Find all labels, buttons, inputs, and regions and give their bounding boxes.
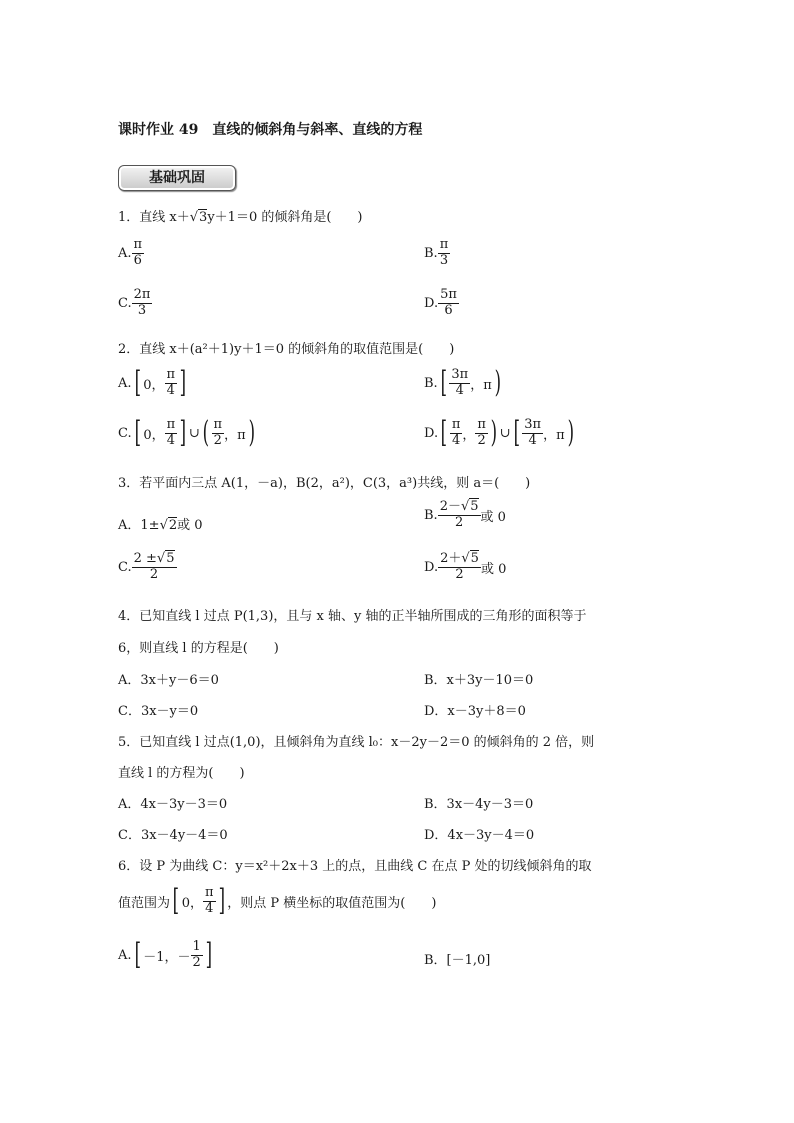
question-5-stem-line1: 5．已知直线 l 过点(1,0)，且倾斜角为直线 l₀：x－2y－2＝0 的倾斜角的 2 倍，则	[118, 735, 595, 750]
union-symbol: ∪	[499, 425, 511, 441]
fraction-den: 2	[213, 432, 222, 448]
sqrt-radicand: 5	[166, 551, 175, 566]
q5-option-b: B．3x－4y－3＝0	[424, 797, 534, 812]
q1-option-b	[424, 238, 450, 269]
question-6-stem-line1: 6．设 P 为曲线 C：y＝x²＋2x＋3 上的点，且曲线 C 在点 P 处的切线倾斜角的取	[118, 859, 592, 874]
option-label: A.	[118, 375, 132, 391]
option-text: 1±	[140, 518, 160, 533]
bracket: ]	[179, 365, 187, 401]
option-text: 或 0	[480, 561, 507, 577]
fraction-num: 3π	[451, 367, 469, 382]
bracket: )	[248, 415, 255, 451]
q2-option-d: D.[ $\frac{\pi}{4}$ ， $\frac{\pi}{2}$ ) ∪[ $\frac{3\pi}{4}$ ，π)	[424, 415, 574, 451]
fraction-den: 2	[192, 954, 201, 970]
stem-text: ，则点 P 横坐标的取值范围为( )	[227, 895, 437, 911]
q2-option-c	[118, 415, 257, 451]
fraction-den: 2	[454, 514, 464, 530]
fraction-num: 1	[192, 939, 201, 954]
fraction-num: 2π	[133, 287, 151, 302]
section-badge: 基础巩固	[118, 165, 236, 191]
interval-start: 0，	[143, 427, 165, 443]
fraction-num: 2＋	[440, 551, 462, 566]
question-2-stem: 2．直线 x＋(a²＋1)y＋1＝0 的倾斜角的取值范围是( )	[118, 342, 455, 357]
q4-option-c: C．3x－y＝0	[118, 704, 199, 719]
fraction-den: 4	[455, 382, 464, 398]
bracket: )	[567, 415, 574, 451]
interval-end: ，π	[224, 427, 246, 443]
fraction-den: 2	[149, 566, 159, 582]
q5-option-d: D．4x－3y－4＝0	[424, 828, 535, 843]
question-4-stem-line2: 6，则直线 l 的方程是( )	[118, 641, 279, 656]
fraction-num: π	[439, 237, 449, 252]
fraction-den: 6	[444, 302, 453, 318]
interval-start: 0，	[143, 377, 165, 393]
option-label: D.	[424, 559, 439, 575]
sqrt-radicand: 5	[470, 499, 479, 514]
q1-option-a	[118, 238, 144, 269]
fraction-num: 3π	[524, 417, 542, 432]
q2-option-b	[424, 365, 504, 401]
fraction-num: 5π	[440, 287, 457, 302]
q1-option-c	[118, 288, 152, 319]
fraction-den: 2	[455, 566, 464, 582]
q5-option-c: C．3x－4y－4＝0	[118, 828, 228, 843]
option-label: D.	[424, 425, 439, 441]
fraction-num: π	[477, 417, 486, 432]
fraction-num: π	[166, 417, 176, 432]
fraction-num: π	[166, 367, 176, 382]
q1-option-d	[424, 288, 459, 319]
bracket: ]	[218, 883, 225, 919]
bracket: [	[134, 415, 141, 451]
bracket: ]	[205, 937, 212, 973]
q3-option-c: C. $\frac{2 \pm√5}{2}$	[118, 551, 175, 582]
option-label: B.	[424, 245, 438, 261]
q4-option-a: A．3x＋y－6＝0	[118, 673, 219, 688]
option-label: C.	[118, 295, 132, 311]
fraction-num: π	[213, 417, 223, 432]
sqrt-radicand: 5	[470, 551, 479, 566]
option-label: A.	[118, 947, 132, 963]
fraction-den: 4	[451, 432, 461, 448]
bracket: )	[490, 415, 498, 451]
fraction-den: 4	[528, 432, 537, 448]
union-symbol: ∪	[188, 425, 200, 441]
q3-option-a: A．1±√2或 0	[118, 518, 203, 533]
fraction-den: 3	[137, 302, 147, 318]
option-text: 或 0	[480, 509, 506, 525]
fraction-den: 3	[439, 252, 449, 268]
fraction-den: 6	[133, 252, 142, 268]
sqrt-radicand: 2	[168, 518, 178, 533]
fraction-num: 2－	[439, 499, 461, 514]
fraction-den: 4	[166, 382, 175, 398]
option-text: 或 0	[177, 518, 203, 533]
fraction-den: 4	[205, 900, 214, 916]
bracket: [	[134, 937, 141, 973]
interval-start: －1，－	[143, 949, 191, 965]
option-label: B.	[424, 507, 438, 523]
q2-option-a	[118, 365, 189, 401]
bracket: [	[513, 415, 520, 451]
bracket: ]	[179, 415, 187, 451]
bracket: [	[440, 365, 447, 401]
question-3-stem: 3．若平面内三点 A(1，－a)，B(2，a²)，C(3，a³)共线，则 a＝( )	[118, 476, 531, 491]
option-label: A.	[118, 245, 132, 261]
bracket: [	[440, 415, 448, 451]
fraction-den: 4	[166, 432, 176, 448]
fraction-num: π	[133, 237, 143, 252]
interval-end: ，π	[470, 377, 492, 393]
bracket: (	[202, 415, 209, 451]
option-label: D.	[424, 295, 439, 311]
q5-option-a: A．4x－3y－3＝0	[118, 797, 228, 812]
bracket: )	[494, 365, 501, 401]
q1-stem-part-b: y＋1＝0 的倾斜角是( )	[207, 210, 363, 225]
question-5-stem-line2: 直线 l 的方程为( )	[118, 766, 245, 781]
q6-option-a	[118, 937, 215, 973]
interval-end: ，π	[543, 427, 565, 443]
stem-text: 值范围为	[118, 895, 171, 911]
interval-start: 0，	[181, 895, 204, 911]
q3-option-b: B. $\frac{2-√5}{2}$ 或 0	[424, 499, 506, 530]
q3-option-d: D. $\frac{2+√5}{2}$ 或 0	[424, 551, 507, 582]
fraction-num: 2 ±	[133, 551, 157, 566]
fraction-den: 2	[477, 432, 486, 448]
q6-option-b: B．[－1,0]	[424, 953, 491, 968]
bracket: [	[172, 883, 180, 919]
q4-option-b: B．x＋3y－10＝0	[424, 673, 534, 688]
question-4-stem-line1: 4．已知直线 l 过点 P(1,3)，且与 x 轴、y 轴的正半轴所围成的三角形的面积等于	[118, 609, 587, 624]
option-label: B.	[424, 375, 438, 391]
option-label: A．	[118, 518, 141, 533]
q1-stem-sqrt: 3	[199, 210, 208, 225]
option-label: C.	[118, 559, 132, 575]
question-6-stem-line2	[118, 883, 437, 919]
option-label: C.	[118, 425, 132, 441]
bracket: [	[134, 365, 141, 401]
q1-stem-part-a: 1．直线 x＋	[118, 210, 190, 225]
page-title: 课时作业 49 直线的倾斜角与斜率、直线的方程	[118, 122, 423, 138]
question-1-stem: 1．直线 x＋√3y＋1＝0 的倾斜角是( )	[118, 210, 363, 225]
q4-option-d: D．x－3y＋8＝0	[424, 704, 526, 719]
fraction-num: π	[205, 885, 214, 900]
fraction-num: π	[451, 417, 461, 432]
